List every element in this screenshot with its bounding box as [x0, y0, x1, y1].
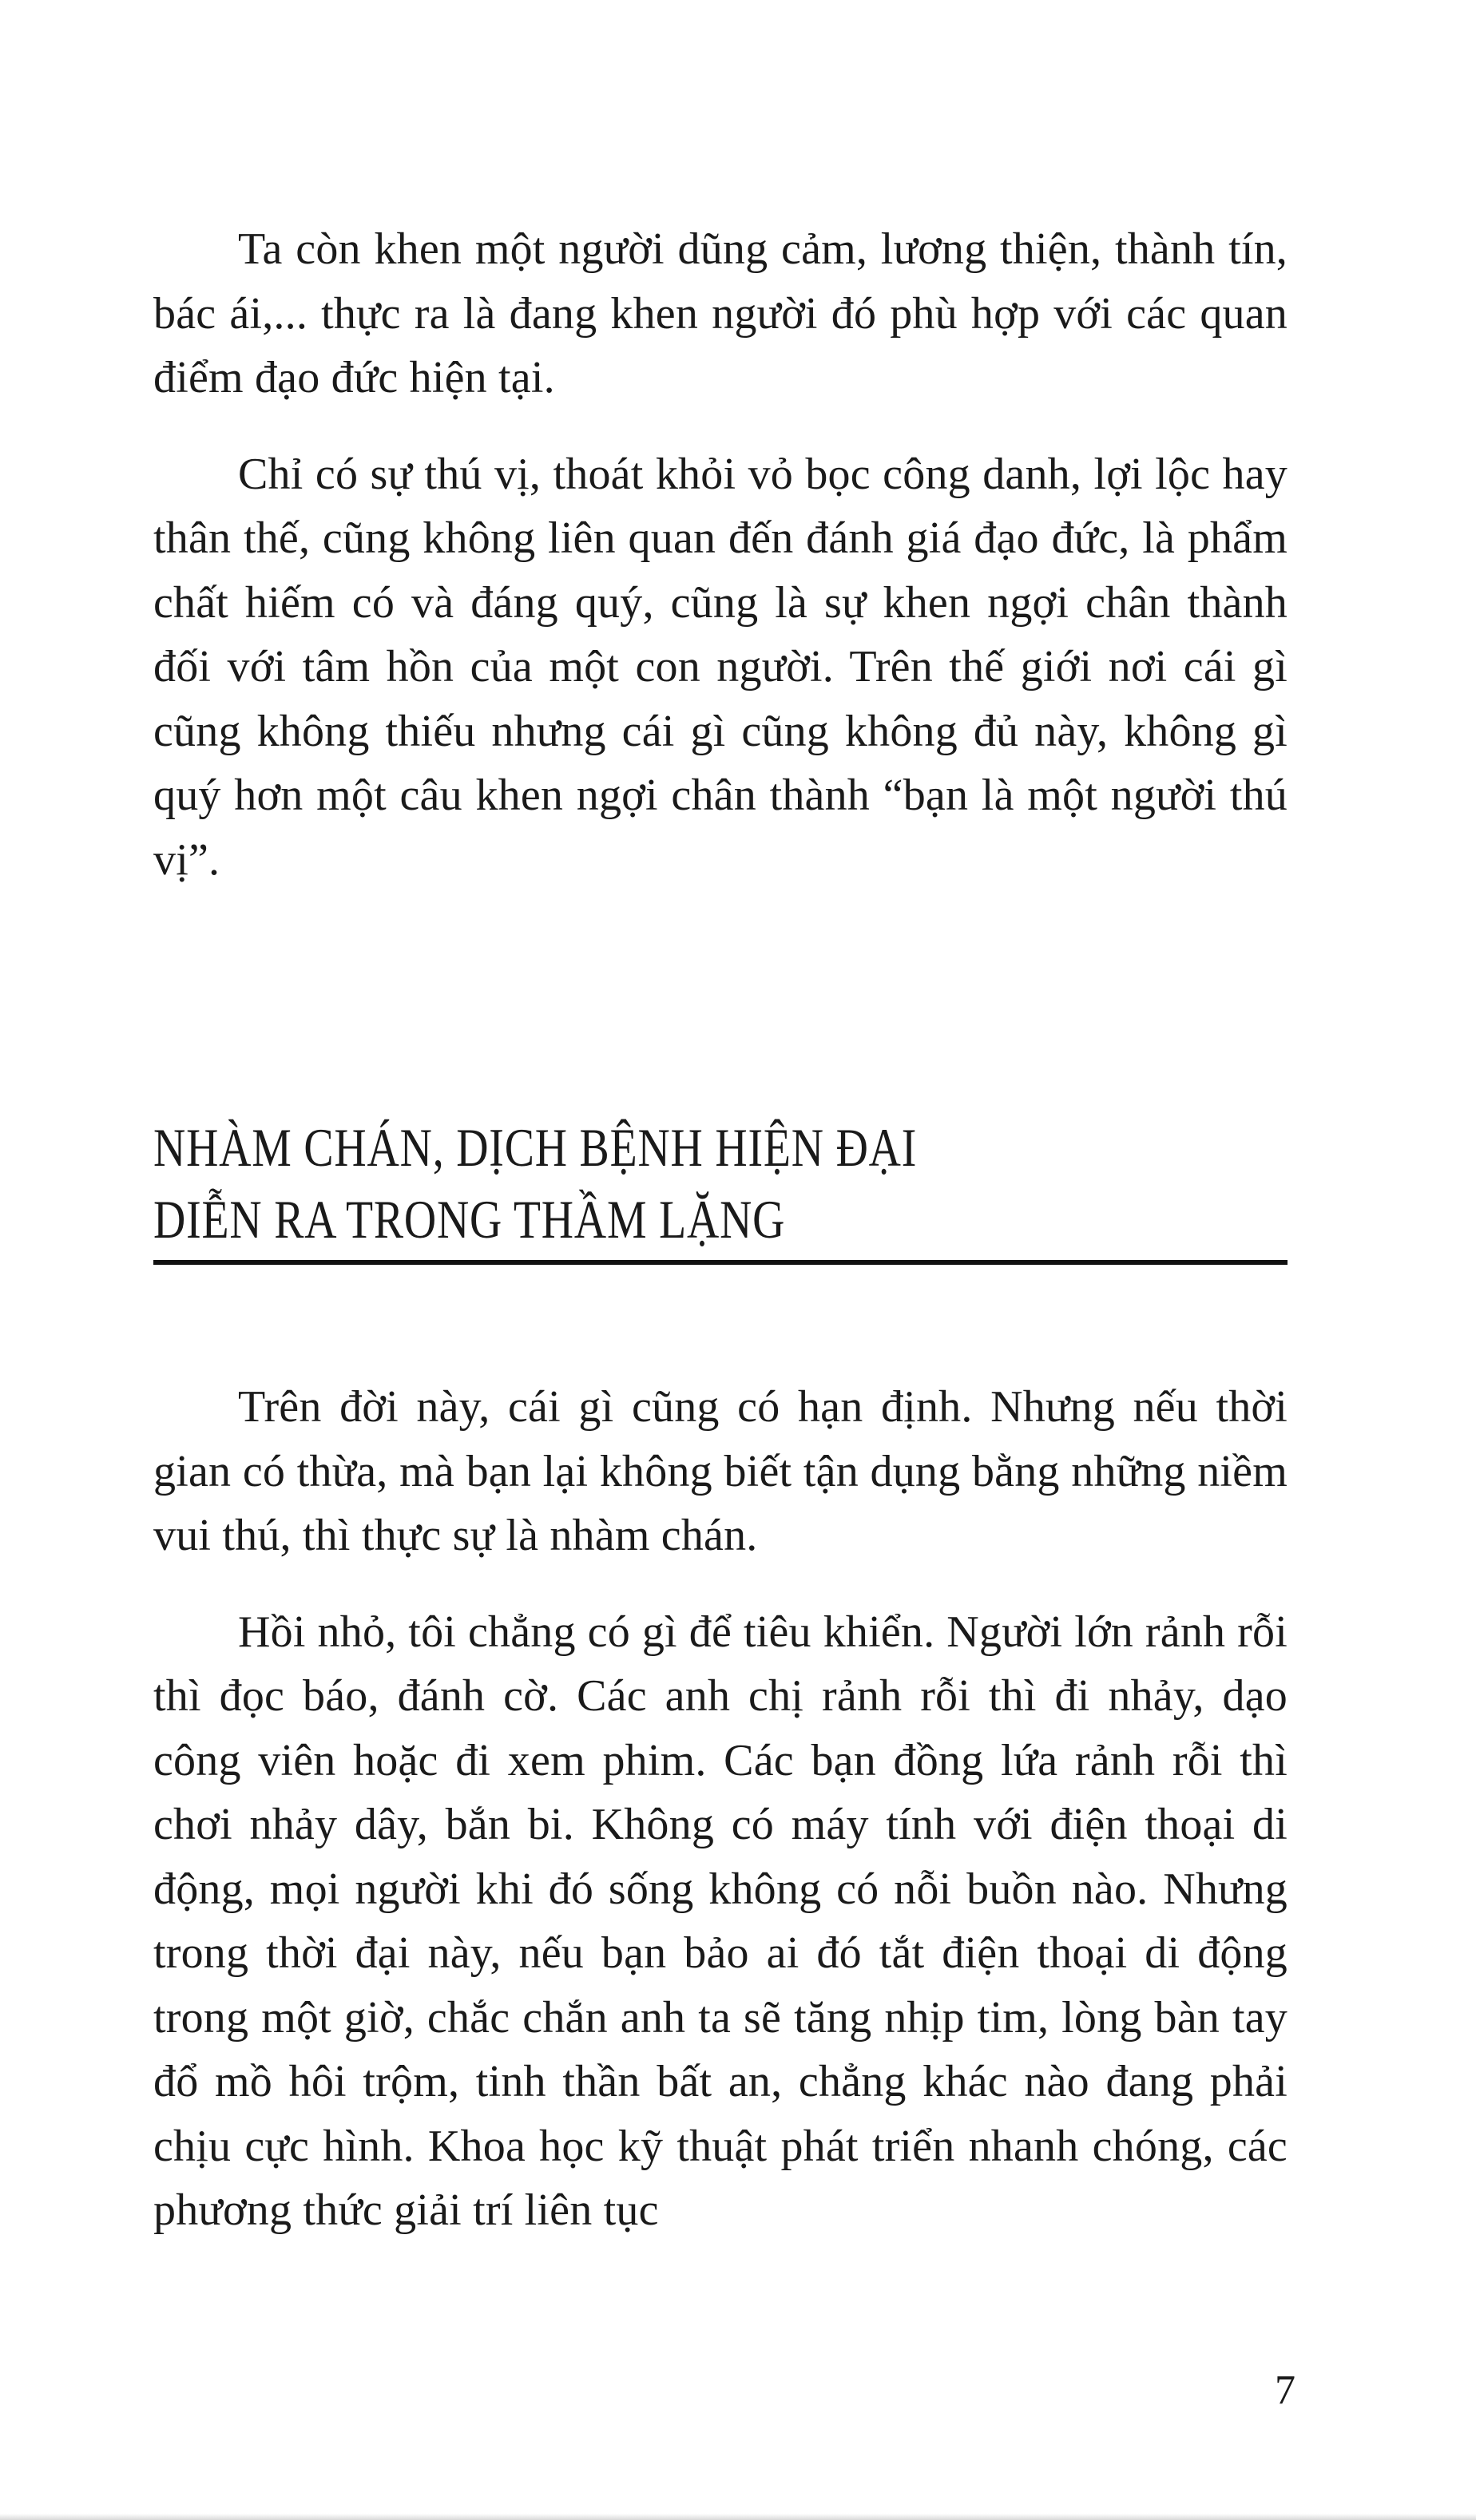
text-section-bottom [153, 1375, 1288, 2243]
paragraph: Chỉ có sự thú vị, thoát khỏi vỏ bọc công danh, lợi lộc hay thân thế, cũng không liên quan đến đánh giá đạo đức, là phẩm chất hiếm có và đáng quý, cũng là sự khen ngợi chân thành đối với tâm hồn của một con người. Trên thế giới nơi cái gì cũng không thiếu nhưng cái gì cũng không đủ này, không gì quý hơn một câu khen ngợi chân thành “bạn là một người thú vị”. [153, 449, 1288, 885]
page-bottom-edge [0, 2514, 1476, 2520]
section-heading-line-2: DIỄN RA TRONG THẦM LẶNG [153, 1189, 786, 1250]
section-heading-line-1: NHÀM CHÁN, DỊCH BỆNH HIỆN ĐẠI [153, 1117, 918, 1178]
paragraph: Hồi nhỏ, tôi chẳng có gì để tiêu khiển. Người lớn rảnh rỗi thì đọc báo, đánh cờ. Các anh chị rảnh rỗi thì đi nhảy, dạo công viên hoặc đi xem phim. Các bạn đồng lứa rảnh rỗi thì chơi nhảy dây, bắn bi. Không có máy tính với điện thoại di động, mọi người khi đó sống không có nỗi buồn nào. Nhưng trong thời đại này, nếu bạn bảo ai đó tắt điện thoại di động trong một giờ, chắc chắn anh ta sẽ tăng nhịp tim, lòng bàn tay đổ mồ hôi trộm, tinh thần bất an, chẳng khác nào đang phải chịu cực hình. Khoa học kỹ thuật phát triển nhanh chóng, các phương thức giải trí liên tục [153, 1607, 1288, 2235]
paragraph: Ta còn khen một người dũng cảm, lương thiện, thành tín, bác ái,... thực ra là đang khen người đó phù hợp với các quan điểm đạo đức hiện tại. [153, 224, 1288, 402]
paragraph: Trên đời này, cái gì cũng có hạn định. Nhưng nếu thời gian có thừa, mà bạn lại không biết tận dụng bằng những niềm vui thú, thì thực sự là nhàm chán. [153, 1382, 1288, 1560]
text-section-top [153, 217, 1288, 892]
page-number: 7 [1275, 2367, 1295, 2413]
heading-underline-rule [153, 1260, 1288, 1265]
section-heading [153, 1111, 1083, 1255]
